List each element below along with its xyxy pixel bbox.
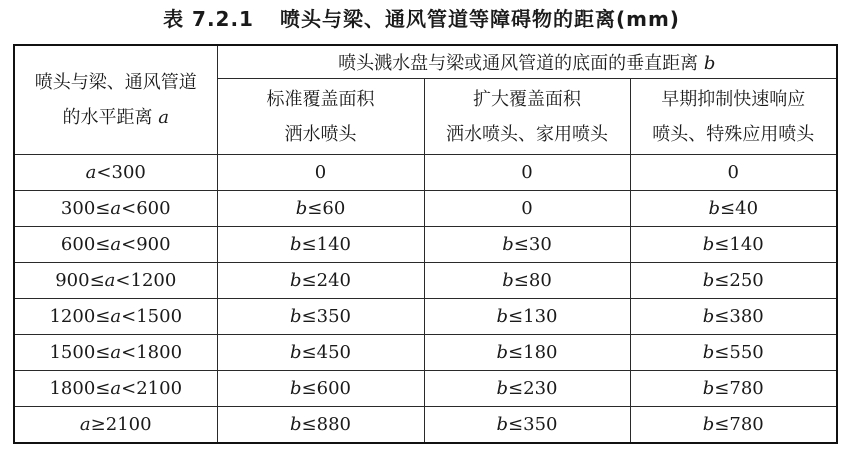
extended-cell: b≤230 [424,371,630,407]
table-number: 表 7.2.1 [163,7,254,31]
header-row-group [14,45,837,79]
esfr-cell: b≤250 [630,263,837,299]
extended-cell: b≤30 [424,227,630,263]
row-header-line2: 的水平距离 a [62,107,169,128]
table-title: 喷头与梁、通风管道等障碍物的距离(mm) [279,7,680,31]
table-row [14,407,837,444]
esfr-cell: b≤140 [630,227,837,263]
standard-cell: 0 [217,155,424,191]
esfr-cell: b≤780 [630,407,837,444]
column-header-line1: 早期抑制快速响应 [661,88,806,110]
range-cell: a<300 [14,155,217,191]
standard-cell: b≤350 [217,299,424,335]
column-header-standard [217,79,424,155]
standard-cell: b≤600 [217,371,424,407]
column-header-extended [424,79,630,155]
table-row [14,263,837,299]
standard-cell: b≤880 [217,407,424,444]
extended-cell: b≤350 [424,407,630,444]
column-header-line2: 喷头、特殊应用喷头 [652,123,815,145]
esfr-cell: b≤780 [630,371,837,407]
column-header-line1: 扩大覆盖面积 [473,88,581,110]
table-row [14,155,837,191]
esfr-cell: 0 [630,155,837,191]
group-header-cell: 喷头溅水盘与梁或通风管道的底面的垂直距离 b [217,45,837,79]
table-row [14,227,837,263]
row-header-line1: 喷头与梁、通风管道 [34,72,197,93]
table-row [14,191,837,227]
extended-cell: b≤80 [424,263,630,299]
table-caption [0,6,843,32]
extended-cell: b≤180 [424,335,630,371]
table-row [14,371,837,407]
standard-cell: b≤240 [217,263,424,299]
extended-cell: 0 [424,191,630,227]
extended-cell: b≤130 [424,299,630,335]
clearance-table [13,44,838,444]
esfr-cell: b≤550 [630,335,837,371]
column-header-line2: 洒水喷头 [284,123,357,145]
range-cell: 1800≤a<2100 [14,371,217,407]
range-cell: 1500≤a<1800 [14,335,217,371]
range-cell: 900≤a<1200 [14,263,217,299]
range-cell: a≥2100 [14,407,217,444]
range-cell: 300≤a<600 [14,191,217,227]
column-header-line2: 洒水喷头、家用喷头 [446,123,608,145]
standard-cell: b≤140 [217,227,424,263]
column-header-line1: 标准覆盖面积 [266,88,375,110]
range-cell: 600≤a<900 [14,227,217,263]
extended-cell: 0 [424,155,630,191]
column-header-esfr [630,79,837,155]
table-row [14,299,837,335]
standard-cell: b≤60 [217,191,424,227]
esfr-cell: b≤40 [630,191,837,227]
table-row [14,335,837,371]
range-cell: 1200≤a<1500 [14,299,217,335]
standard-cell: b≤450 [217,335,424,371]
row-header-cell [14,45,217,155]
esfr-cell: b≤380 [630,299,837,335]
